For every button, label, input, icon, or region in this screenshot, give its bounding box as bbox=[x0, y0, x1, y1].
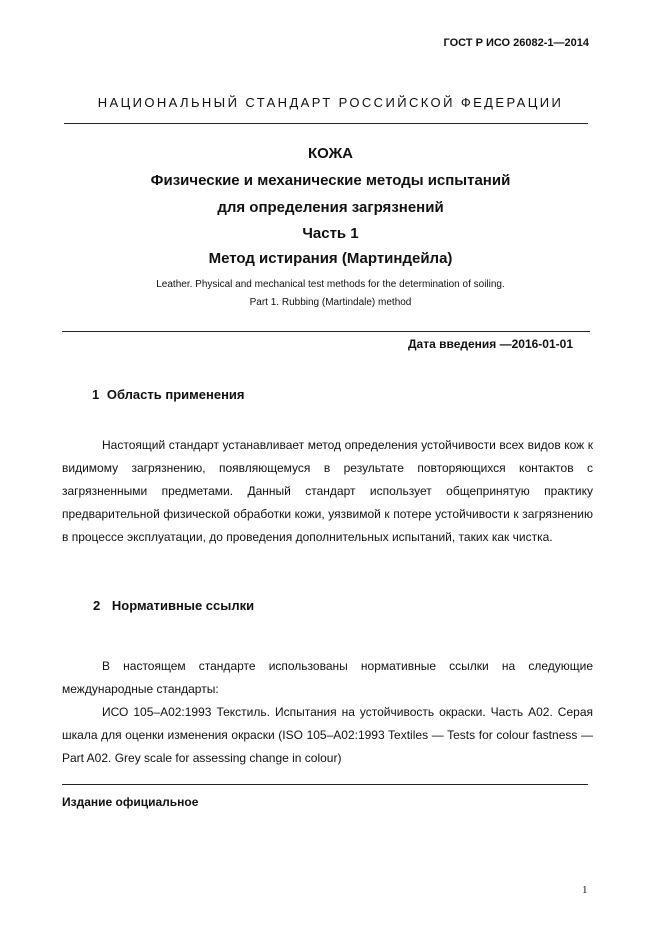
section-title: Область применения bbox=[106, 387, 245, 402]
title-divider bbox=[62, 331, 590, 332]
section-title: Нормативные ссылки bbox=[111, 598, 255, 613]
document-code: ГОСТ Р ИСО 26082-1—2014 bbox=[443, 37, 589, 49]
english-title-line1: Leather. Physical and mechanical test methods for the determination of soiling. bbox=[156, 279, 505, 290]
section-2-text bbox=[62, 655, 593, 770]
footer-divider bbox=[62, 784, 588, 785]
paragraph: В настоящем стандарте использованы нормативные ссылки на следующие международные стандарты: bbox=[62, 659, 593, 696]
paragraph: Настоящий стандарт устанавливает метод определения устойчивости всех видов кож к видимому загрязнению, появляющемуся в результате повторяющихся контактов с загрязненными предметами. Данный стандарт использует общепринятую практику предварительной физической обработки кожи, уязвимой к потере устойчивости к загрязнению в процессе эксплуатации, до проведения дополнительных испытаний, таких как чистка. bbox=[62, 438, 593, 544]
title-leather: КОЖА bbox=[307, 145, 353, 162]
section-1-text bbox=[62, 434, 593, 549]
title-rubbing-method: Метод истирания (Мартиндейла) bbox=[208, 250, 453, 267]
title-methods: Физические и механические методы испытаний bbox=[150, 172, 511, 189]
section-2-heading bbox=[93, 598, 254, 613]
section-1-heading bbox=[92, 387, 245, 402]
reference-item: ИСО 105–А02:1993 Текстиль. Испытания на устойчивость окраски. Часть А02. Серая шкала для оценки изменения окраски (ISO 105–A02:1993 Textiles — Tests for colour fastness — Part A02. Grey scale for assessing change in colour) bbox=[62, 705, 593, 765]
national-standard-heading: НАЦИОНАЛЬНЫЙ СТАНДАРТ РОССИЙСКОЙ ФЕДЕРАЦИИ bbox=[97, 95, 564, 110]
english-title-line2: Part 1. Rubbing (Martindale) method bbox=[249, 297, 412, 308]
title-part: Часть 1 bbox=[302, 225, 359, 242]
introduction-date: Дата введения —2016-01-01 bbox=[407, 337, 573, 351]
header-divider bbox=[64, 123, 588, 124]
section-number: 1 bbox=[92, 387, 100, 402]
section-number: 2 bbox=[93, 598, 101, 613]
official-edition-label: Издание официальное bbox=[62, 795, 199, 809]
page-number: 1 bbox=[582, 884, 588, 896]
title-soiling: для определения загрязнений bbox=[217, 199, 444, 216]
